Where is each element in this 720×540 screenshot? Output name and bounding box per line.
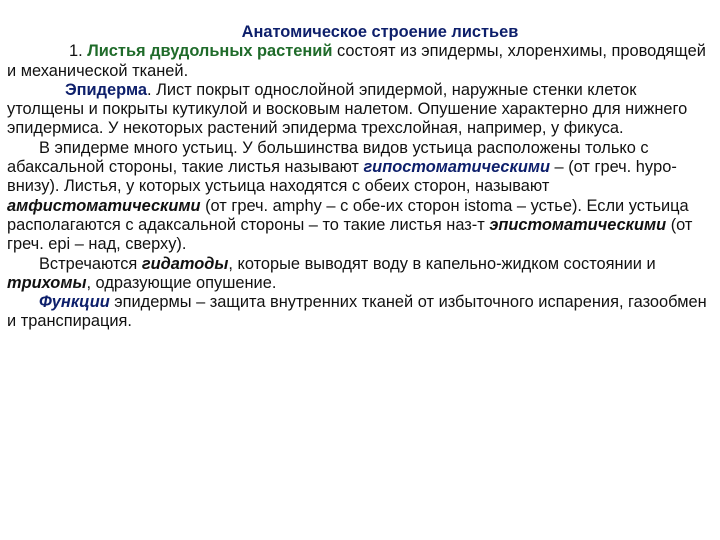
paragraph-text: (от греч. amphy – с обе-их сторон istoma – устье). Если устьица располагаются с адаксальной стороны – то такие листья наз-т [7,196,689,234]
paragraph-text: (от греч. epi – над, сверху). [7,215,693,254]
term-epidermis: Эпидерма [65,80,147,99]
term-dicot-leaves: Листья двудольных растений [87,42,333,61]
term-epistomatic: эпистоматическими [489,215,667,234]
paragraph-text: – (от греч. hypo- внизу). Листья, у которых устьица находятся с обеих сторон, называют [7,158,677,196]
paragraph-stomata [7,139,713,255]
term-amphistomatic: амфистоматическими [7,196,201,215]
paragraph-text: Встречаются [39,254,142,273]
paragraph-text: . Лист покрыт однослойной эпидермой, наружные стенки клеток утолщены и покрыты кутикулой и восковым налетом. Опушение характерно для нижнего эпидермиса. У некоторых растений эпидерма трехслойная, например, у фикуса. [7,80,688,138]
paragraph-text: эпидермы – защита внутренних тканей от избыточного испарения, газообмен и транспирация. [7,293,707,331]
paragraph-functions [7,293,713,332]
term-functions: Функции [39,293,110,312]
term-trichomes: трихомы [7,273,87,292]
paragraph-dicot-leaves [7,42,713,81]
paragraph-hydathodes [7,255,713,294]
paragraph-text: В эпидерме много устьиц. У большинства видов устьица расположены только с абаксальной стороны, такие листья называют [7,138,649,177]
paragraph-epidermis [7,81,713,139]
text-block [7,23,713,332]
paragraph-text: состоят из эпидермы, хлоренхимы, проводящей и механической тканей. [7,42,706,80]
term-hydathodes: гидатоды [141,254,229,273]
paragraph-text: , одразующие опушение. [86,273,277,292]
term-hypostomatic: гипостоматическими [363,158,550,177]
page-title: Анатомическое строение листьев [241,23,519,41]
paragraph-text: , которые выводят воду в капельно-жидком состоянии и [228,254,656,273]
paragraph-number: 1. [69,42,88,61]
